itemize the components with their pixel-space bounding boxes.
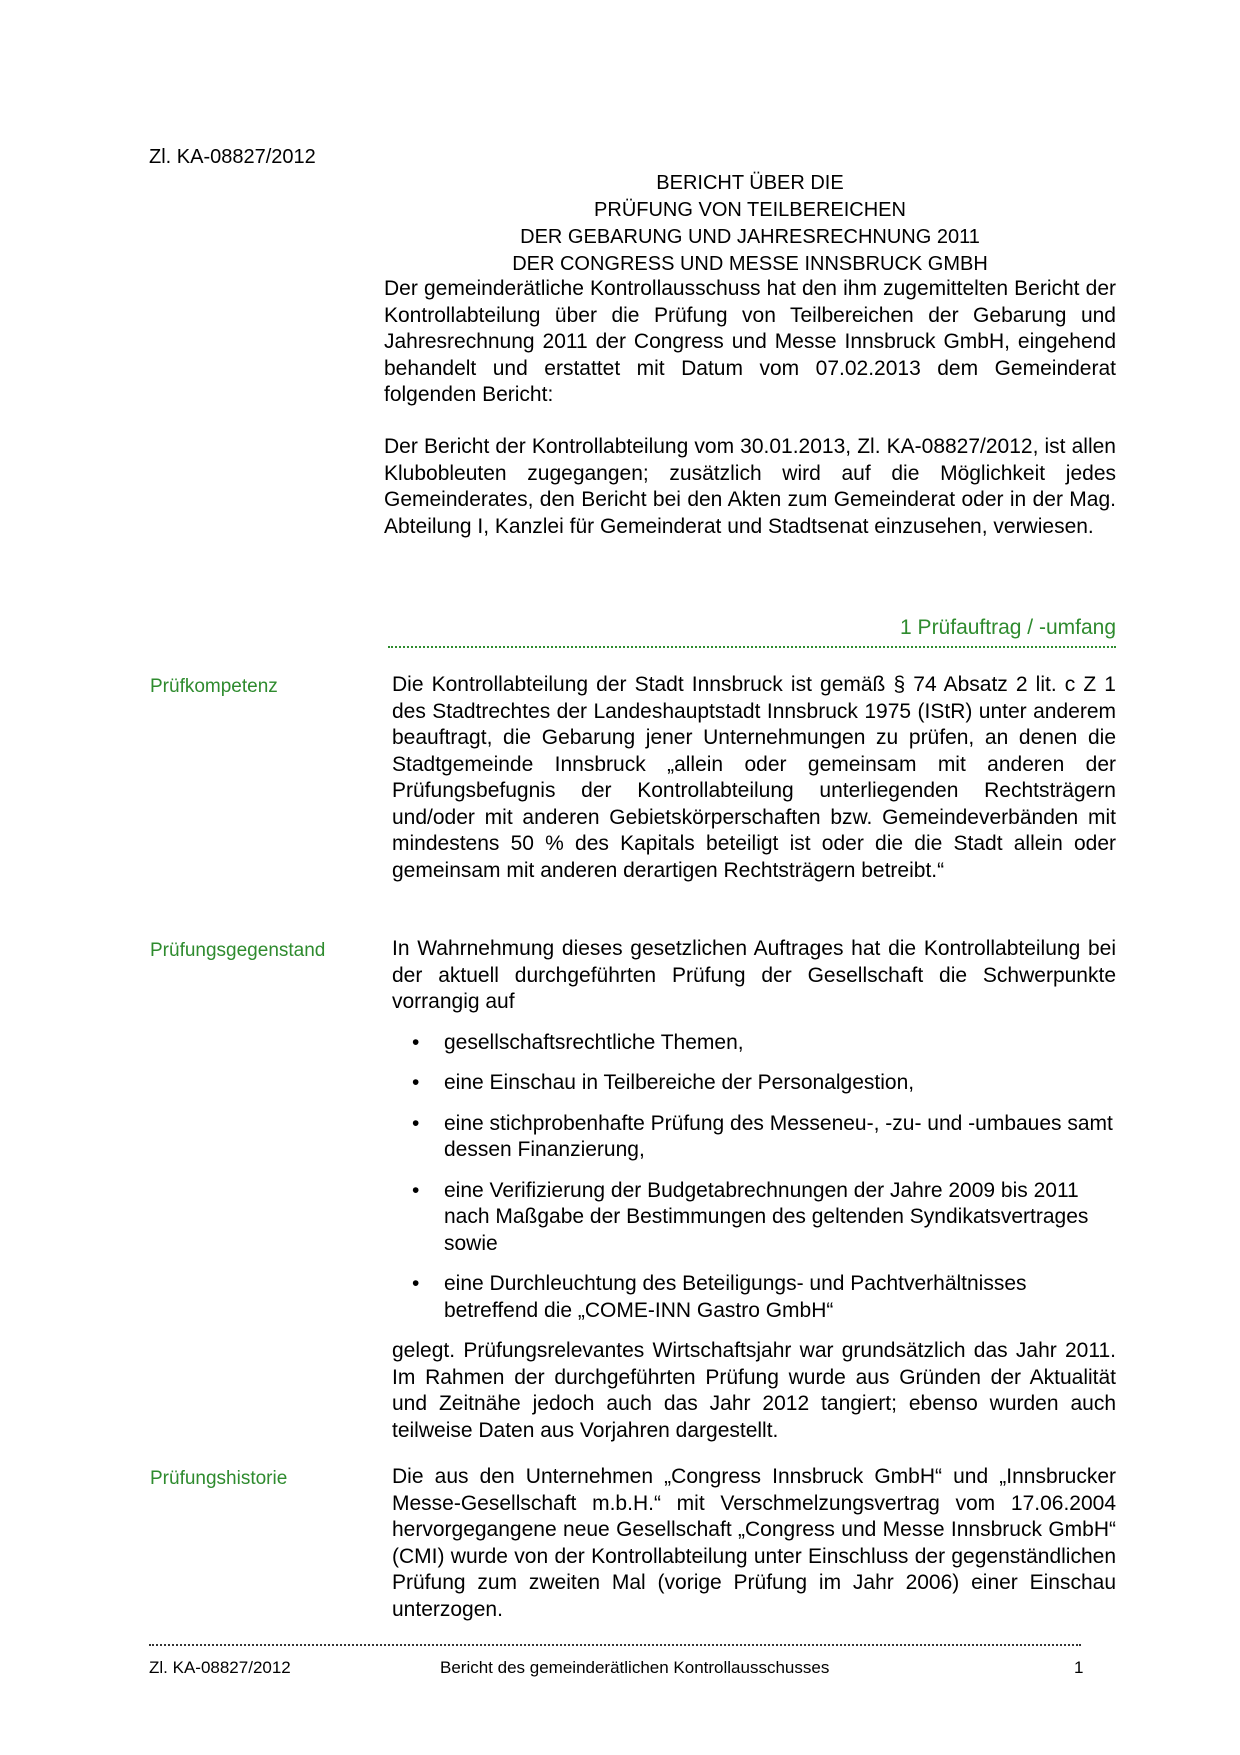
paragraph-gegenstand-intro: In Wahrnehmung dieses gesetzlichen Auftrages hat die Kontrollabteilung bei der aktuell durchgeführten Prüfung der Gesellschaft die Schwerpunkte vorrangig auf bbox=[392, 937, 1116, 1013]
margin-label-pruefungsgegenstand: Prüfungsgegenstand bbox=[150, 940, 326, 961]
intro-paragraph-1: Der gemeinderätliche Kontrollausschuss hat den ihm zugemittelten Bericht der Kontrollabteilung über die Prüfung von Teilbereichen der Gebarung und Jahresrechnung 2011 der Congress und Messe Innsbruck GmbH, eingehend behandelt und erstattet mit Datum vom 07.02.2013 dem Gemeinderat folgenden Bericht: bbox=[384, 277, 1116, 406]
margin-label-pruefungshistorie: Prüfungshistorie bbox=[150, 1468, 288, 1489]
document-title bbox=[380, 170, 1120, 278]
title-line: DER GEBARUNG UND JAHRESRECHNUNG 2011 bbox=[520, 226, 980, 248]
paragraph-gegenstand-outro: gelegt. Prüfungsrelevantes Wirtschaftsjahr war grundsätzlich das Jahr 2011. Im Rahmen der durchgeführten Prüfung wurde aus Gründen der Aktualität und Zeitnähe jedoch auch das Jahr 2012 tangiert; ebenso wurden auch teilweise Daten aus Vorjahren dargestellt. bbox=[392, 1339, 1116, 1442]
paragraph-pruefungshistorie: Die aus den Unternehmen „Congress Innsbruck GmbH“ und „Innsbrucker Messe-Gesellschaft m.b.H.“ mit Verschmelzungsvertrag vom 17.06.2004 hervorgegangene neue Gesellschaft „Congress und Messe Innsbruck GmbH“ (CMI) wurde von der Kontrollabteilung unter Einschluss der gegenständlichen Prüfung zum zweiten Mal (vorige Prüfung im Jahr 2006) einer Einschau unterzogen. bbox=[392, 1465, 1116, 1621]
paragraph-pruefkompetenz: Die Kontrollabteilung der Stadt Innsbruck ist gemäß § 74 Absatz 2 lit. c Z 1 des Stadtrechtes der Landeshauptstadt Innsbruck 1975 (IStR) unter anderem beauftragt, die Gebarung jener Unternehmungen zu prüfen, an denen die Stadtgemeinde Innsbruck „allein oder gemeinsam mit anderen der Prüfungsbefugnis der Kontrollabteilung unterliegenden Rechtsträgern und/oder mit anderen Gebietskörperschaften bzw. Gemeindeverbänden mit mindestens 50 % des Kapitals beteiligt ist oder die die Stadt allein oder gemeinsam mit anderen derartigen Rechtsträgern betreibt.“ bbox=[392, 673, 1116, 882]
footer-reference: Zl. KA-08827/2012 bbox=[149, 1658, 291, 1677]
bullet-list bbox=[392, 1030, 1116, 1325]
section-divider bbox=[388, 646, 1116, 648]
list-item: • eine Durchleuchtung des Beteiligungs- und Pachtverhältnisses betreffend die „COME-INN Gastro GmbH“ bbox=[392, 1271, 1116, 1324]
list-item: • gesellschaftsrechtliche Themen, bbox=[392, 1030, 1116, 1057]
list-item: • eine Verifizierung der Budgetabrechnungen der Jahre 2009 bis 2011 nach Maßgabe der Bestimmungen des geltenden Syndikatsvertrages sowie bbox=[392, 1178, 1116, 1258]
footer-title: Bericht des gemeinderätlichen Kontrollausschusses bbox=[440, 1658, 830, 1677]
title-line: DER CONGRESS UND MESSE INNSBRUCK GMBH bbox=[512, 253, 988, 275]
list-item: • eine Einschau in Teilbereiche der Personalgestion, bbox=[392, 1070, 1116, 1097]
section-pruefungsgegenstand bbox=[392, 936, 1116, 1444]
document-reference: Zl. KA-08827/2012 bbox=[149, 146, 316, 168]
section-heading: 1 Prüfauftrag / -umfang bbox=[900, 616, 1116, 639]
page-number: 1 bbox=[1074, 1658, 1084, 1677]
footer-divider bbox=[149, 1644, 1081, 1646]
margin-label-pruefkompetenz: Prüfkompetenz bbox=[150, 676, 278, 697]
list-item: • eine stichprobenhafte Prüfung des Messeneu-, -zu- und -umbaues samt dessen Finanzierung, bbox=[392, 1111, 1116, 1164]
intro-paragraph-2: Der Bericht der Kontrollabteilung vom 30.01.2013, Zl. KA-08827/2012, ist allen Klubobleuten zugegangen; zusätzlich wird auf die Möglichkeit jedes Gemeinderates, den Bericht bei den Akten zum Gemeinderat oder in der Mag. Abteilung I, Kanzlei für Gemeinderat und Stadtsenat einzusehen, verwiesen. bbox=[384, 435, 1116, 538]
title-line: PRÜFUNG VON TEILBEREICHEN bbox=[594, 199, 906, 221]
title-line: BERICHT ÜBER DIE bbox=[656, 172, 844, 194]
